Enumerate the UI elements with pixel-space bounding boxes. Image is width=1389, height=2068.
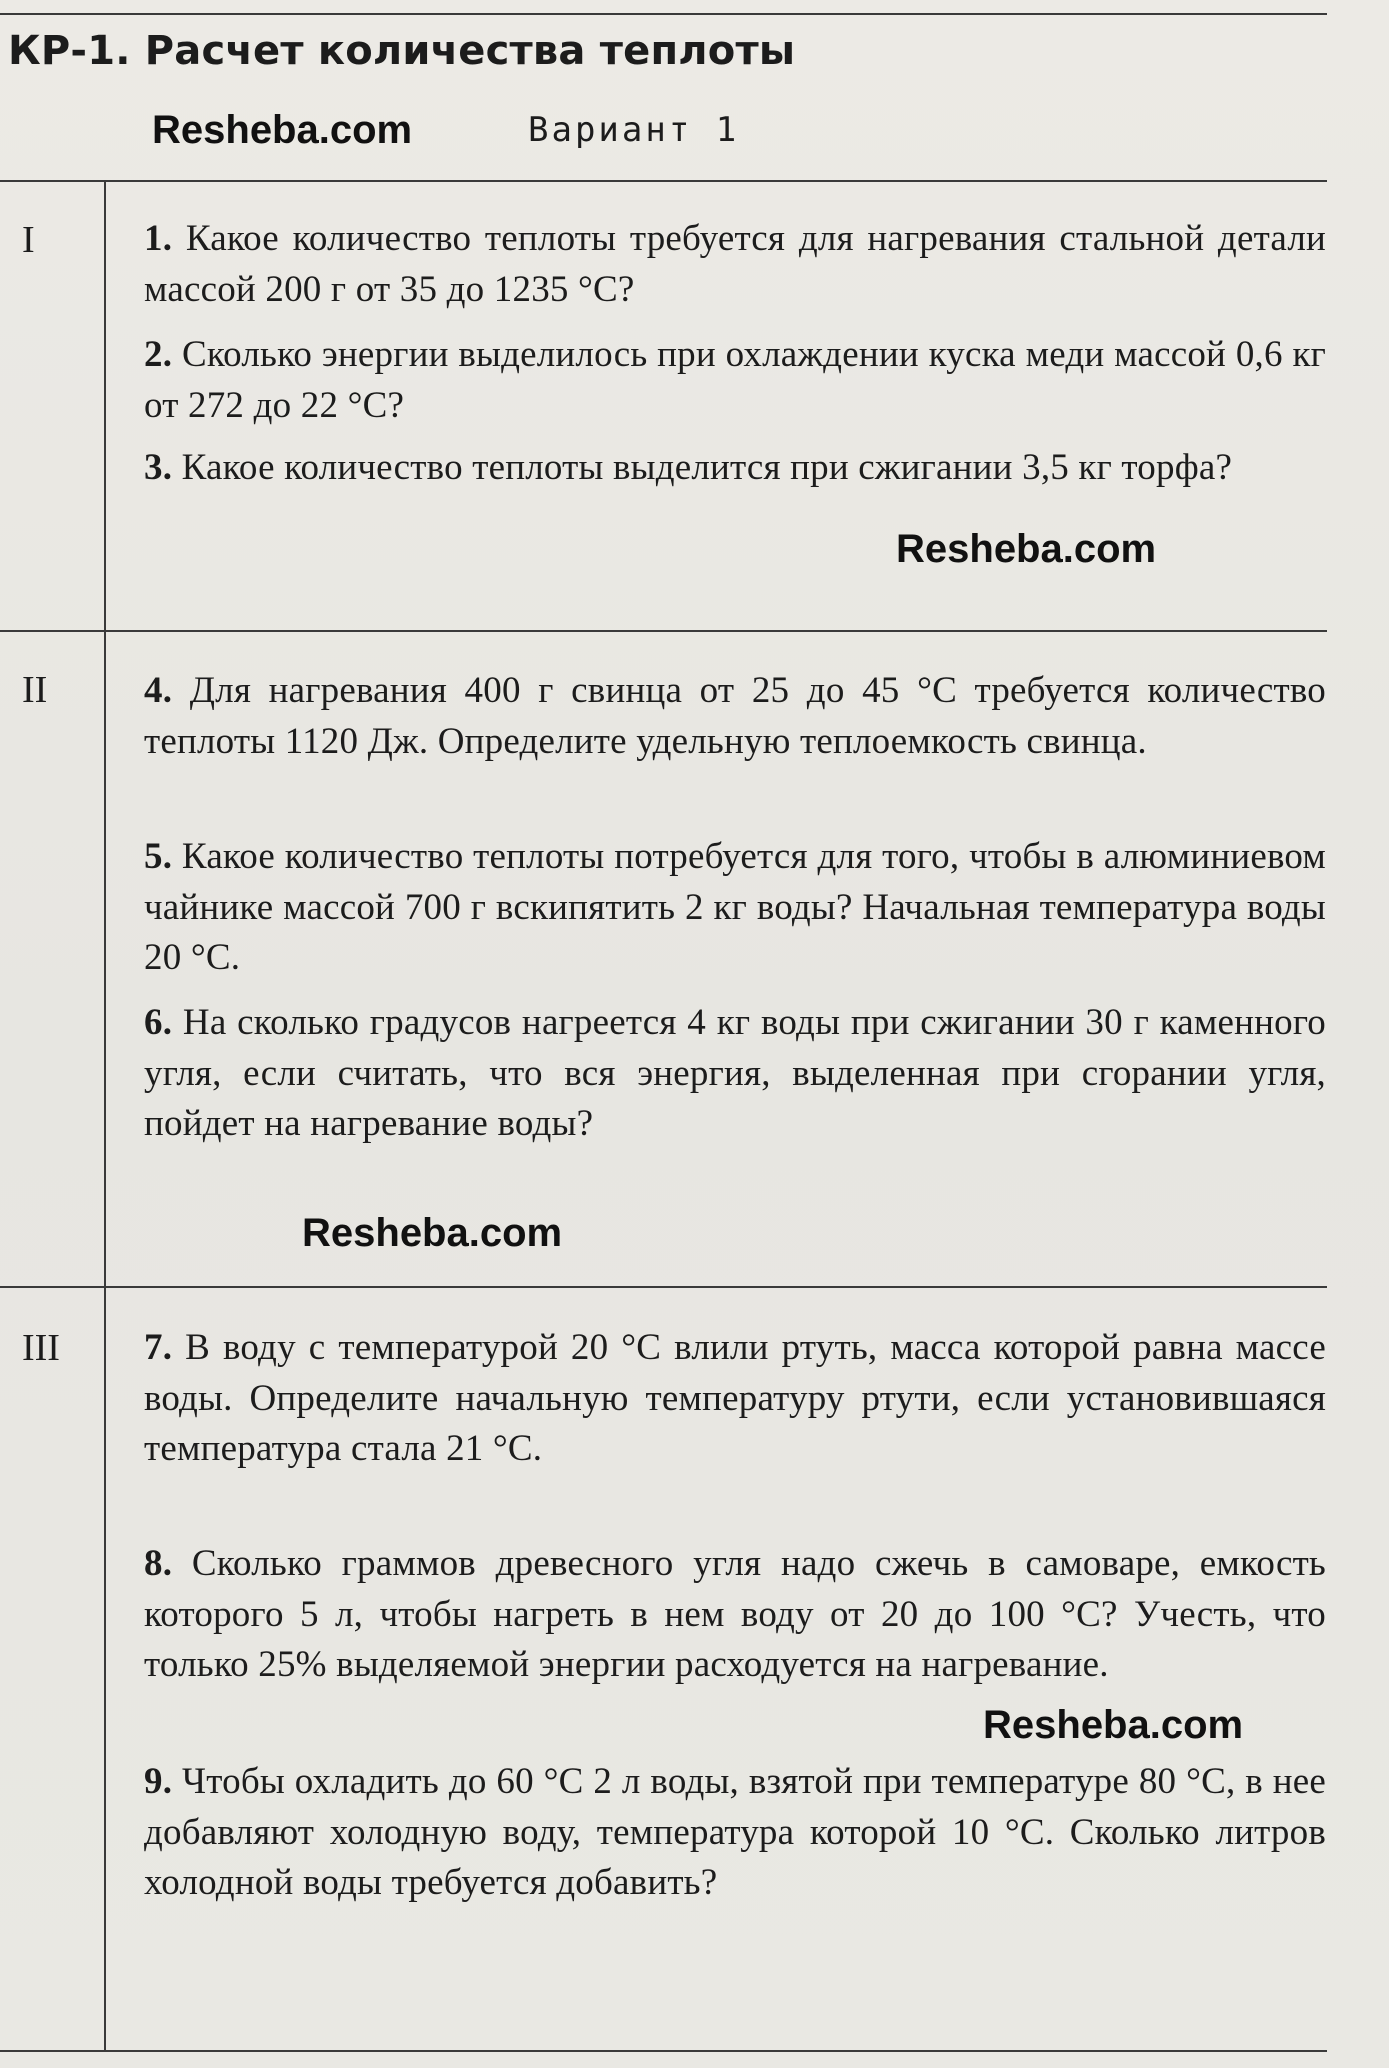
problem-6 xyxy=(144,998,1326,1150)
section-divider-3 xyxy=(0,1286,1327,1288)
problem-number: 1. xyxy=(144,218,173,259)
problem-number: 5. xyxy=(144,836,173,877)
bottom-rule xyxy=(0,2050,1327,2052)
watermark: Resheba.com xyxy=(983,1703,1244,1747)
problem-7 xyxy=(144,1323,1326,1475)
variant-label: Вариант 1 xyxy=(528,110,740,150)
problem-text: Сколько граммов древесного угля надо сжечь в самоваре, емкость которого 5 л, чтобы нагреть в нем воду от 20 до 100 °С? Учесть, что только 25% выделяемой энергии расходуется на нагревание. xyxy=(144,1543,1327,1685)
problem-text: Какое количество теплоты требуется для нагревания стальной детали массой 200 г от 35 до 1235 °С? xyxy=(144,218,1327,310)
problem-number: 4. xyxy=(144,670,173,711)
problem-text: Какое количество теплоты выделится при сжигании 3,5 кг торфа? xyxy=(181,447,1233,488)
level-label: III xyxy=(22,1327,60,1369)
problem-text: Сколько энергии выделилось при охлаждении куска меди массой 0,6 кг от 272 до 22 °С? xyxy=(144,334,1326,426)
problem-text: В воду с температурой 20 °С влили ртуть, масса которой равна массе воды. Определите начальную температуру ртути, если установившаяся температура стала 21 °С. xyxy=(144,1327,1326,1469)
watermark: Resheba.com xyxy=(896,527,1157,571)
watermark: Resheba.com xyxy=(152,108,413,152)
problem-text: Какое количество теплоты потребуется для того, чтобы в алюминиевом чайнике массой 700 г вскипятить 2 кг воды? Начальная температура воды 20 °С. xyxy=(144,836,1326,978)
problem-number: 2. xyxy=(144,334,173,375)
problem-1 xyxy=(144,214,1326,315)
section-divider-2 xyxy=(0,630,1327,632)
problem-5 xyxy=(144,832,1326,984)
problem-9 xyxy=(144,1757,1326,1909)
problem-text: На сколько градусов нагреется 4 кг воды при сжигании 30 г каменного угля, если считать, что вся энергия, выделенная при сгорании угля, пойдет на нагревание воды? xyxy=(144,1002,1327,1144)
page-title: КР-1. Расчет количества теплоты xyxy=(8,28,796,74)
problem-number: 3. xyxy=(144,447,173,488)
problem-text: Для нагревания 400 г свинца от 25 до 45 °С требуется количество теплоты 1120 Дж. Определите удельную теплоемкость свинца. xyxy=(144,670,1326,762)
problem-4 xyxy=(144,666,1326,767)
level-column-divider xyxy=(104,180,106,2050)
watermark: Resheba.com xyxy=(302,1211,563,1255)
level-label: II xyxy=(22,669,48,711)
section-divider-1 xyxy=(0,180,1327,182)
problem-3 xyxy=(144,443,1326,494)
top-rule xyxy=(0,13,1327,15)
problem-number: 7. xyxy=(144,1327,173,1368)
level-label: I xyxy=(22,219,35,261)
problem-number: 8. xyxy=(144,1543,173,1584)
problem-2 xyxy=(144,330,1326,431)
problem-number: 9. xyxy=(144,1761,173,1802)
problem-text: Чтобы охладить до 60 °С 2 л воды, взятой при температуре 80 °С, в нее добавляют холодную воду, температура которой 10 °С. Сколько литров холодной воды требуется добавить? xyxy=(144,1761,1326,1903)
problem-8 xyxy=(144,1539,1326,1691)
problem-number: 6. xyxy=(144,1002,173,1043)
